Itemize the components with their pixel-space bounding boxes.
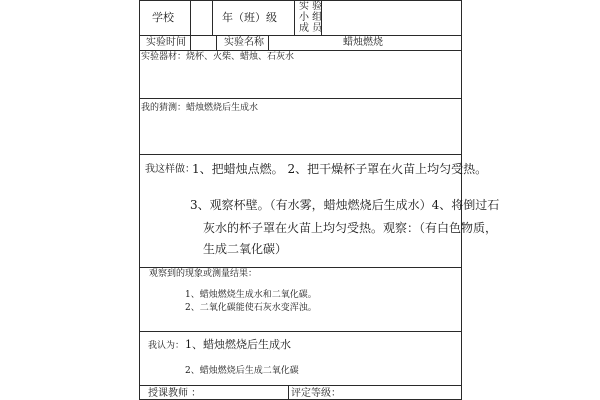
group-label-line3: 成 员 (299, 23, 323, 34)
equipment-text: 实验器材：烧杯、火柴、蜡烛、石灰水 (141, 52, 295, 62)
teacher-label: 授课教师 ： (148, 388, 202, 399)
rule-guess (139, 154, 462, 155)
evaluation-grade-label: 评定等级： (291, 388, 341, 399)
group-label-line1: 实 验 (299, 1, 323, 12)
rule-footer-sep (288, 385, 289, 400)
rule-conclusion (139, 385, 462, 386)
observation-item2: 2、二氧化碳能使石灰水变浑浊。 (185, 303, 317, 313)
conclusion-item1: 1、蜡烛燃烧后生成水 (185, 338, 291, 351)
procedure-line4: 生成二氧化碳） (203, 242, 288, 256)
time-label: 实验时间 (146, 37, 186, 48)
observation-item1: 1、蜡烛燃烧生成水和二氧化碳。 (185, 290, 317, 300)
rule-observation (139, 331, 462, 332)
rule-time-value-sep (216, 35, 217, 50)
rule-name-sep (268, 35, 269, 50)
conclusion-item2: 2、蜡烛燃烧后生成二氧化碳 (185, 366, 299, 376)
rule-procedure (139, 267, 462, 268)
name-label: 实验名称 (224, 37, 264, 48)
rule-school-value-sep (212, 0, 213, 35)
rule-header (139, 35, 462, 36)
guess-text: 我的猜测：蜡烛燃烧后生成水 (141, 103, 259, 113)
group-label-line2: 小 组 (299, 12, 323, 23)
procedure-line2: 3、观察杯壁。（有水雾，蜡烛燃烧后生成水）4、将倒过石 (190, 198, 500, 212)
procedure-prefix: 我这样做： (145, 164, 195, 175)
procedure-line3: 灰水的杯子罩在火苗上均匀受热。观察：（有白色物质， (203, 221, 498, 235)
procedure-line1: 1、把蜡烛点燃。 2、把干燥杯子罩在火苗上均匀受热。 (192, 162, 488, 176)
school-label: 学校 (152, 11, 174, 24)
rule-left (139, 0, 140, 400)
observation-title: 观察到的现象或测量结果： (149, 269, 258, 279)
rule-school-sep (190, 0, 191, 35)
rule-equipment (139, 98, 462, 99)
name-value: 蜡烛燃烧 (343, 37, 383, 48)
rule-time-sep (190, 35, 191, 50)
rule-row2 (139, 50, 462, 51)
grade-label: 年（班）级 (222, 11, 277, 24)
conclusion-prefix: 我认为： (148, 341, 185, 351)
rule-grade-sep (294, 0, 295, 35)
